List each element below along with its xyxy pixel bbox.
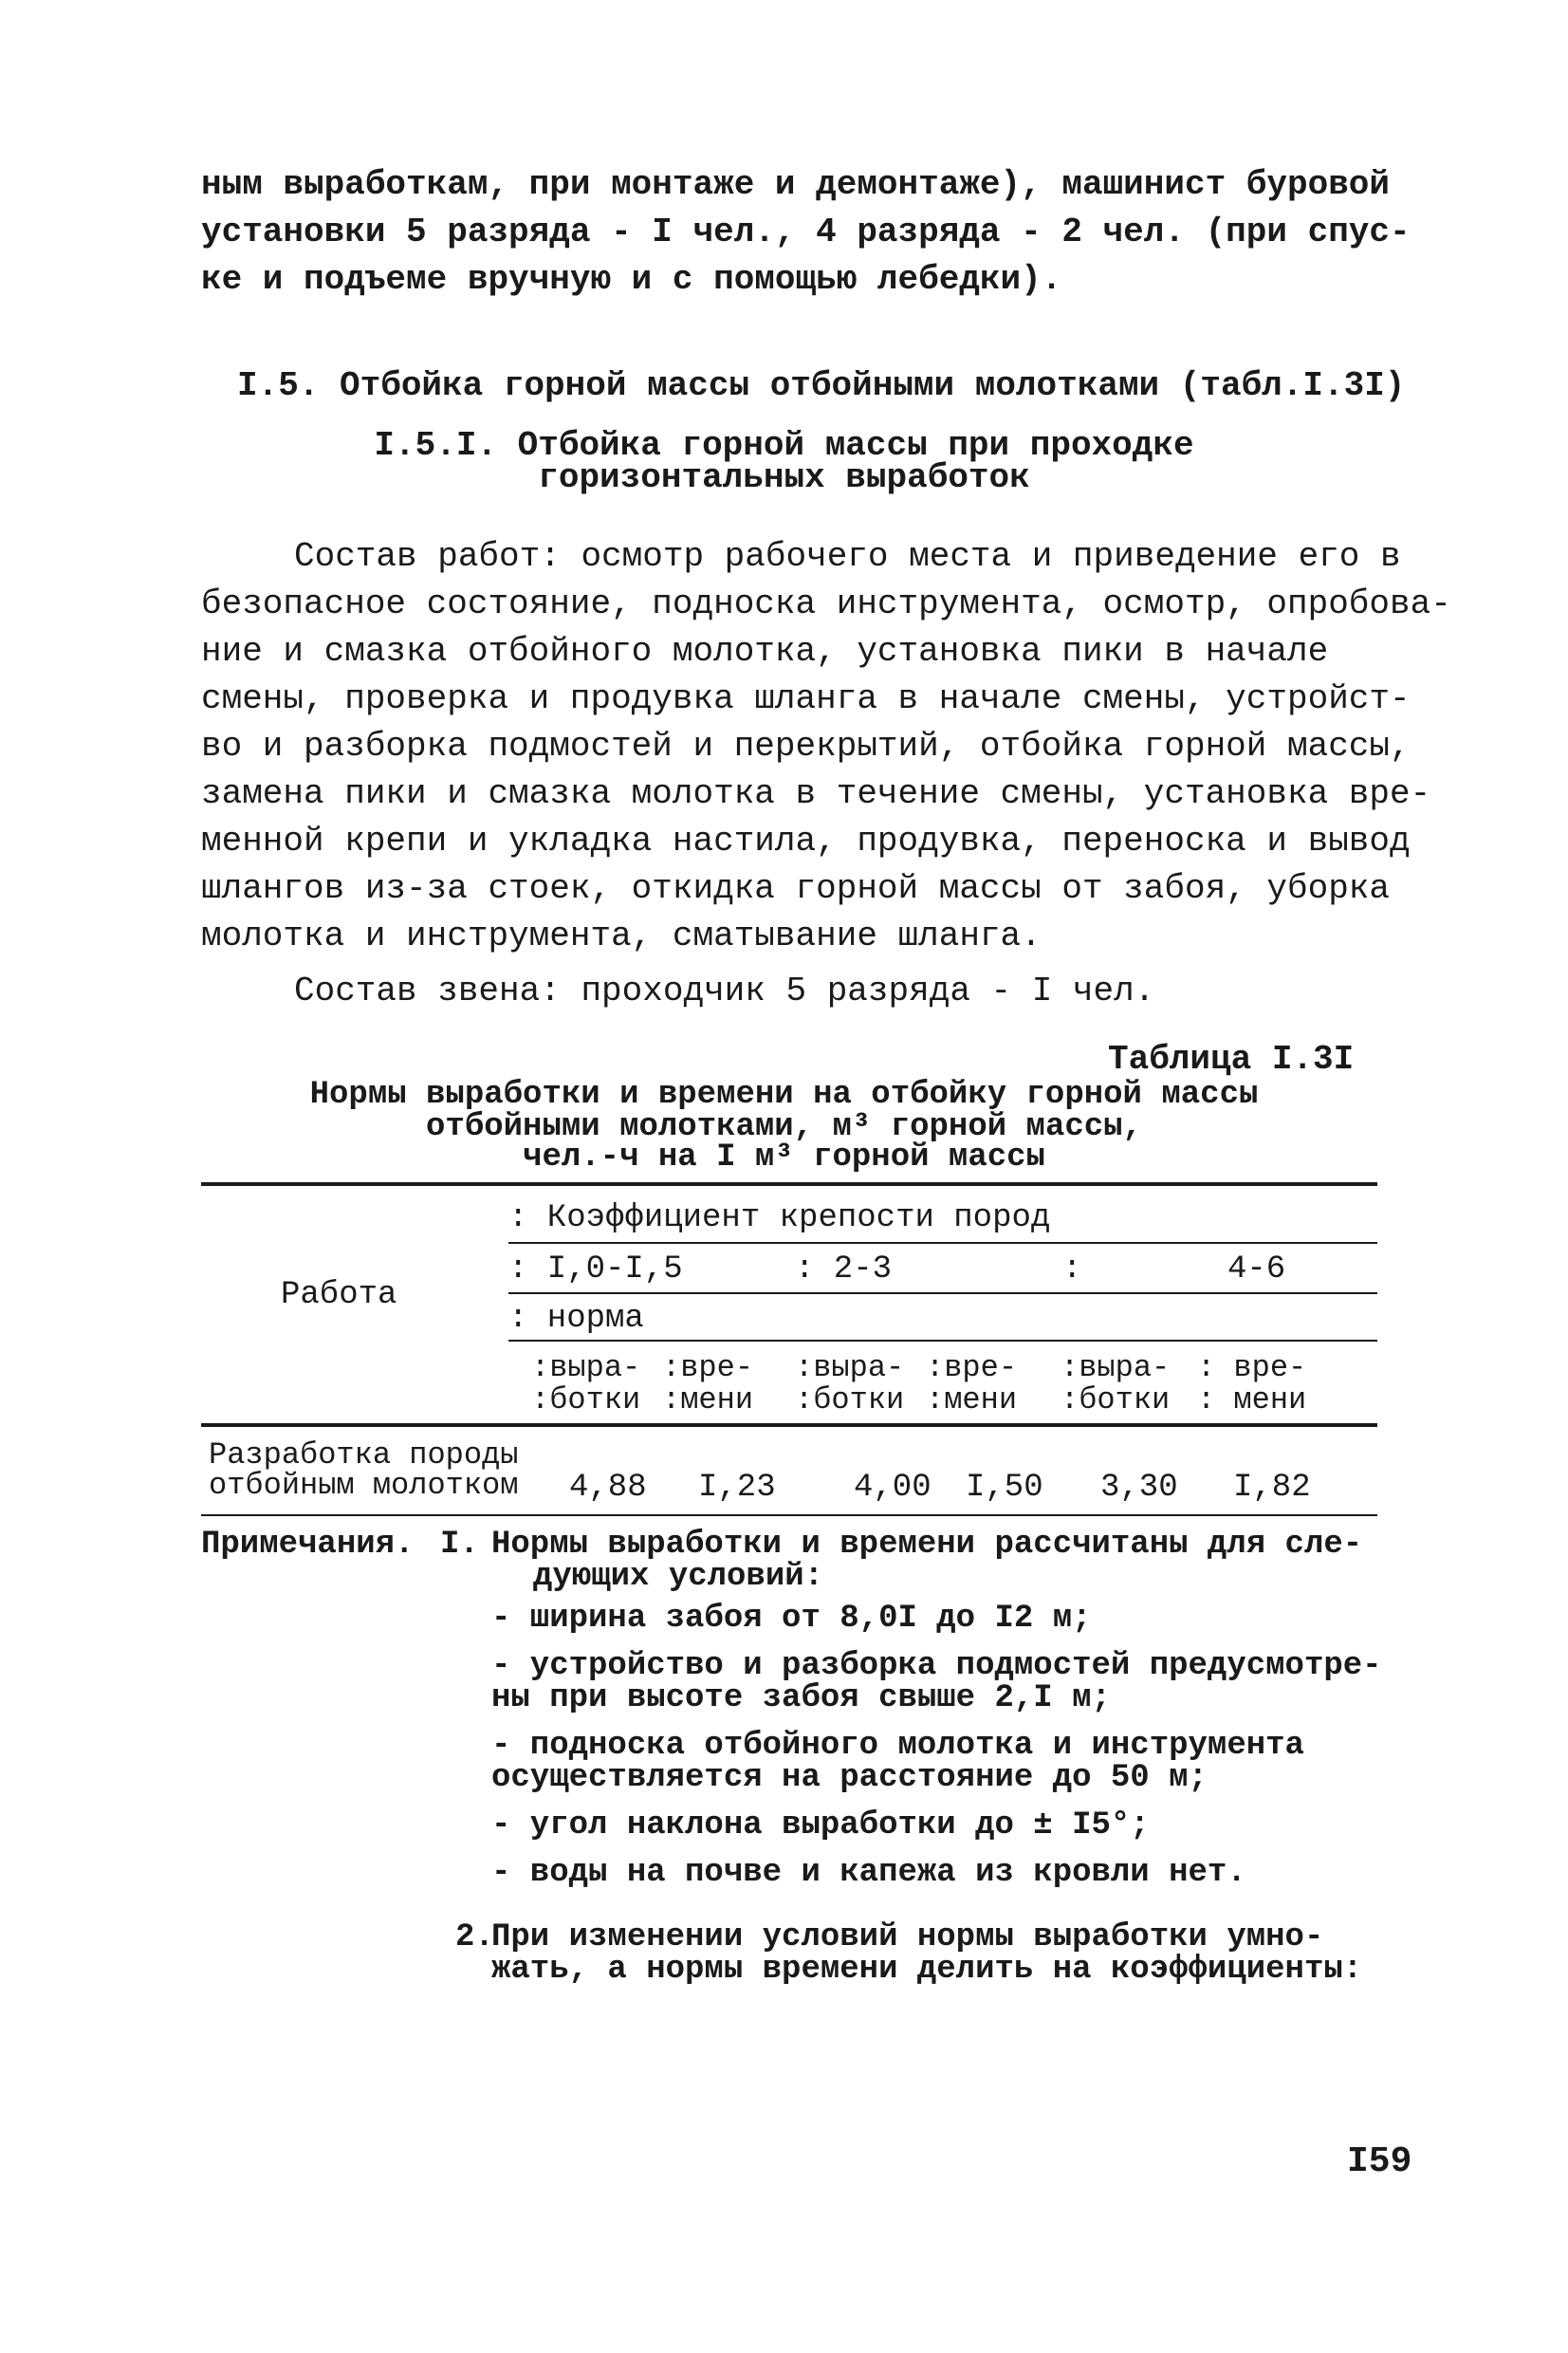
row-value-5: 3,30: [1100, 1470, 1178, 1506]
note-2-line-2: жать, а нормы времени делить на коэффициенты:: [491, 1952, 1363, 1988]
table-title-line-3: чел.-ч на I м³ горной массы: [523, 1139, 1045, 1176]
intro-line-2: установки 5 разряда - I чел., 4 разряда - 2 чел. (при спус-: [201, 213, 1411, 251]
sub-header-6-top: : вре-: [1197, 1350, 1307, 1385]
intro-line-1: ным выработкам, при монтаже и демонтаже), машинист буровой: [201, 165, 1391, 204]
sub-header-3-bottom: :ботки: [795, 1382, 905, 1417]
notes-label: Примечания.: [201, 1527, 415, 1563]
range-2: : 2-3: [795, 1251, 893, 1288]
condition-2-line-2: ны при высоте забоя свыше 2,I м;: [491, 1680, 1111, 1716]
condition-1: - ширина забоя от 8,0I до I2 м;: [491, 1601, 1092, 1637]
work-line-6: замена пики и смазка молотка в течение смены, установка вре-: [201, 774, 1431, 813]
range-1: : I,0-I,5: [508, 1251, 683, 1288]
table-header-bottom-rule: [201, 1423, 1377, 1427]
sub-header-4-top: :вре-: [926, 1350, 1018, 1385]
sub-header-1-bottom: :ботки: [531, 1382, 641, 1417]
note-1-line-2: дующих условий:: [533, 1559, 824, 1595]
note-1-number: I.: [440, 1527, 479, 1563]
sub-header-5-top: :выра-: [1061, 1350, 1171, 1385]
table-top-rule: [201, 1182, 1377, 1186]
subsection-heading-line-2: горизонтальных выработок: [538, 458, 1030, 497]
norm-header: : норма: [508, 1301, 644, 1337]
sub-header-4-bottom: :мени: [926, 1382, 1018, 1417]
hardness-header: : Коэффициент крепости пород: [508, 1200, 1051, 1236]
row-value-2: I,23: [698, 1470, 776, 1506]
note-2-number: 2.: [455, 1919, 494, 1955]
work-line-8: шлангов из-за стоек, откидка горной массы от забоя, уборка: [201, 869, 1391, 908]
row-value-1: 4,88: [569, 1470, 647, 1506]
crew-composition: Состав звена: проходчик 5 разряда - I чел.: [294, 972, 1155, 1010]
table-label: Таблица I.3I: [1108, 1040, 1355, 1079]
work-line-7: менной крепи и укладка настила, продувка, переноска и вывод: [201, 822, 1411, 861]
table-rule-4: [508, 1340, 1377, 1342]
condition-3-line-1: - подноска отбойного молотка и инструмента: [491, 1728, 1304, 1764]
condition-5: - воды на почве и капежа из кровли нет.: [491, 1855, 1246, 1891]
table-rule-2: [508, 1242, 1377, 1244]
sub-header-2-top: :вре-: [662, 1350, 754, 1385]
condition-3-line-2: осуществляется на расстояние до 50 м;: [491, 1760, 1208, 1796]
work-line-5: во и разборка подмостей и перекрытий, отбойка горной массы,: [201, 727, 1411, 766]
work-line-1: Состав работ: осмотр рабочего места и приведение его в: [294, 537, 1401, 576]
row-value-3: 4,00: [854, 1470, 932, 1506]
condition-2-line-1: - устройство и разборка подмостей предусмотре-: [491, 1648, 1382, 1684]
table-bottom-rule: [201, 1514, 1377, 1516]
sub-header-5-bottom: :ботки: [1061, 1382, 1171, 1417]
work-line-9: молотка и инструмента, сматывание шланга.: [201, 917, 1042, 955]
table-title-line-2: отбойными молотками, м³ горной массы,: [426, 1109, 1142, 1145]
condition-4: - угол наклона выработки до ± I5°;: [491, 1807, 1150, 1843]
section-heading: I.5. Отбойка горной массы отбойными молотками (табл.I.3I): [237, 366, 1406, 405]
col-header-work: Работа: [281, 1277, 397, 1313]
range-3: 4-6: [1227, 1251, 1286, 1288]
note-2-line-1: При изменении условий нормы выработки умно-: [491, 1919, 1324, 1955]
table-rule-3: [508, 1292, 1377, 1294]
intro-line-3: ке и подъеме вручную и с помощью лебедки).: [201, 260, 1062, 299]
page-number: I59: [1347, 2141, 1412, 2182]
row-name-line-1: Разработка породы: [209, 1437, 519, 1473]
subsection-heading-line-1: I.5.I. Отбойка горной массы при проходке: [374, 426, 1194, 465]
sub-header-6-bottom: : мени: [1197, 1382, 1307, 1417]
sub-header-1-top: :выра-: [531, 1350, 641, 1385]
row-value-4: I,50: [966, 1470, 1043, 1506]
sub-header-2-bottom: :мени: [662, 1382, 754, 1417]
work-line-3: ние и смазка отбойного молотка, установка пики в начале: [201, 632, 1329, 671]
work-line-4: смены, проверка и продувка шланга в начале смены, устройст-: [201, 679, 1411, 718]
row-name-line-2: отбойным молотком: [209, 1468, 519, 1503]
row-value-6: I,82: [1233, 1470, 1311, 1506]
sub-header-3-top: :выра-: [795, 1350, 905, 1385]
table-title-line-1: Нормы выработки и времени на отбойку горной массы: [309, 1077, 1259, 1113]
note-1-line-1: Нормы выработки и времени рассчитаны для сле-: [491, 1527, 1363, 1563]
range-3-sep: :: [1062, 1251, 1082, 1288]
work-line-2: безопасное состояние, подноска инструмента, осмотр, опробова-: [201, 584, 1451, 623]
